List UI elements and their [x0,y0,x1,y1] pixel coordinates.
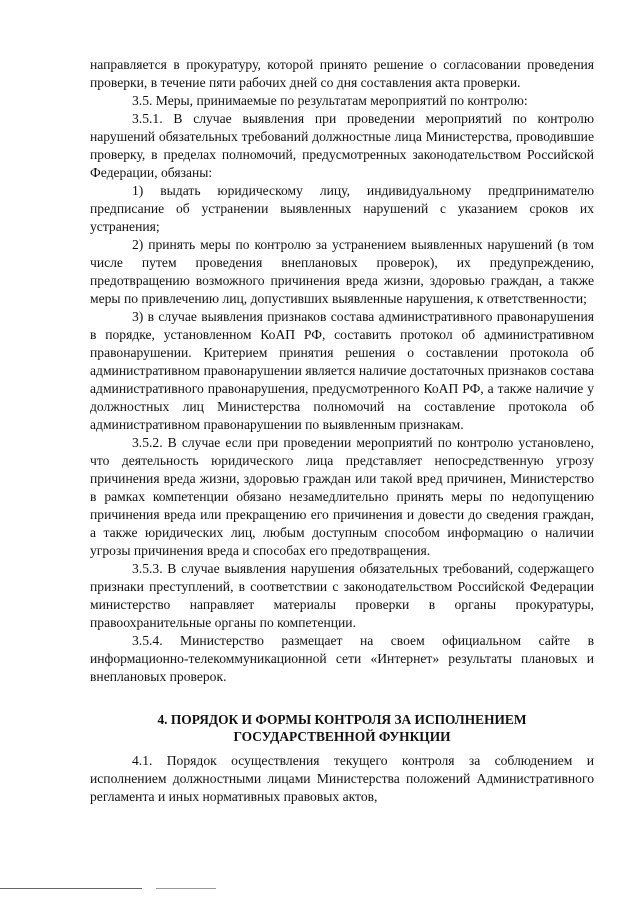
paragraph-3-5-1: 3.5.1. В случае выявления при проведении мероприятий по контролю нарушений обязательных требований должностные лица Министерства, проводившие проверку, в пределах полномочий, предусмотренных законодательством Российской Федерации, обязаны: [90,111,594,180]
paragraph-3-5-3: 3.5.3. В случае выявления нарушения обязательных требований, содержащего признаки преступлений, в соответствии с законодательством Российской Федерации министерство направляет материалы проверки в органы прокуратуры, правоохранительные органы по компетенции. [90,561,594,630]
document-page [90,56,594,806]
section-heading-line2: ГОСУДАРСТВЕННОЙ ФУНКЦИИ [233,729,451,744]
paragraph-3-5-2: 3.5.2. В случае если при проведении мероприятий по контролю установлено, что деятельность юридического лица представляет непосредственную угрозу причинения вреда жизни, здоровью граждан или такой вред причинен, Министерство в рамках компетенции обязано незамедлительно принять меры по недопущению причинения вреда или прекращению его причинения и довести до сведения граждан, а также юридических лиц, любым доступным способом информацию о наличии угрозы причинения вреда и способах его предотвращения. [90,435,594,558]
paragraph-3-5-4: 3.5.4. Министерство размещает на своем официальном сайте в информационно-телекоммуникационной сети «Интернет» результаты плановых и внеплановых проверок. [90,633,594,684]
footer-rule-short [156,888,216,889]
list-item-3: 3) в случае выявления признаков состава административного правонарушения в порядке, установленном КоАП РФ, составить протокол об административном правонарушении. Критерием принятия решения о составлении протокола об административном правонарушении является наличие достаточных признаков состава административного правонарушения, предусмотренного КоАП РФ, а также наличие у должностных лиц Министерства полномочий на составление протокола об административном правонарушении по выявленным признакам. [90,309,594,432]
paragraph-3-5: 3.5. Меры, принимаемые по результатам мероприятий по контролю: [132,93,528,108]
paragraph-continuation: направляется в прокуратуру, которой принято решение о согласовании проведения проверки, в течение пяти рабочих дней со дня составления акта проверки. [90,57,594,90]
section-heading-line1: 4. ПОРЯДОК И ФОРМЫ КОНТРОЛЯ ЗА ИСПОЛНЕНИЕМ [157,712,527,727]
paragraph-4-1: 4.1. Порядок осуществления текущего контроля за соблюдением и исполнением должностными лицами Министерства положений Административного регламента и иных нормативных правовых актов, [90,753,594,804]
list-item-1: 1) выдать юридическому лицу, индивидуальному предпринимателю предписание об устранении выявленных нарушений с указанием сроков их устранения; [90,183,594,234]
list-item-2: 2) принять меры по контролю за устранением выявленных нарушений (в том числе путем проведения внеплановых проверок), их предупреждению, предотвращению возможного причинения вреда жизни, здоровью граждан, а также меры по привлечению лиц, допустивших выявленные нарушения, к ответственности; [90,237,594,306]
section-heading [90,711,594,745]
footer-rule [0,888,142,889]
